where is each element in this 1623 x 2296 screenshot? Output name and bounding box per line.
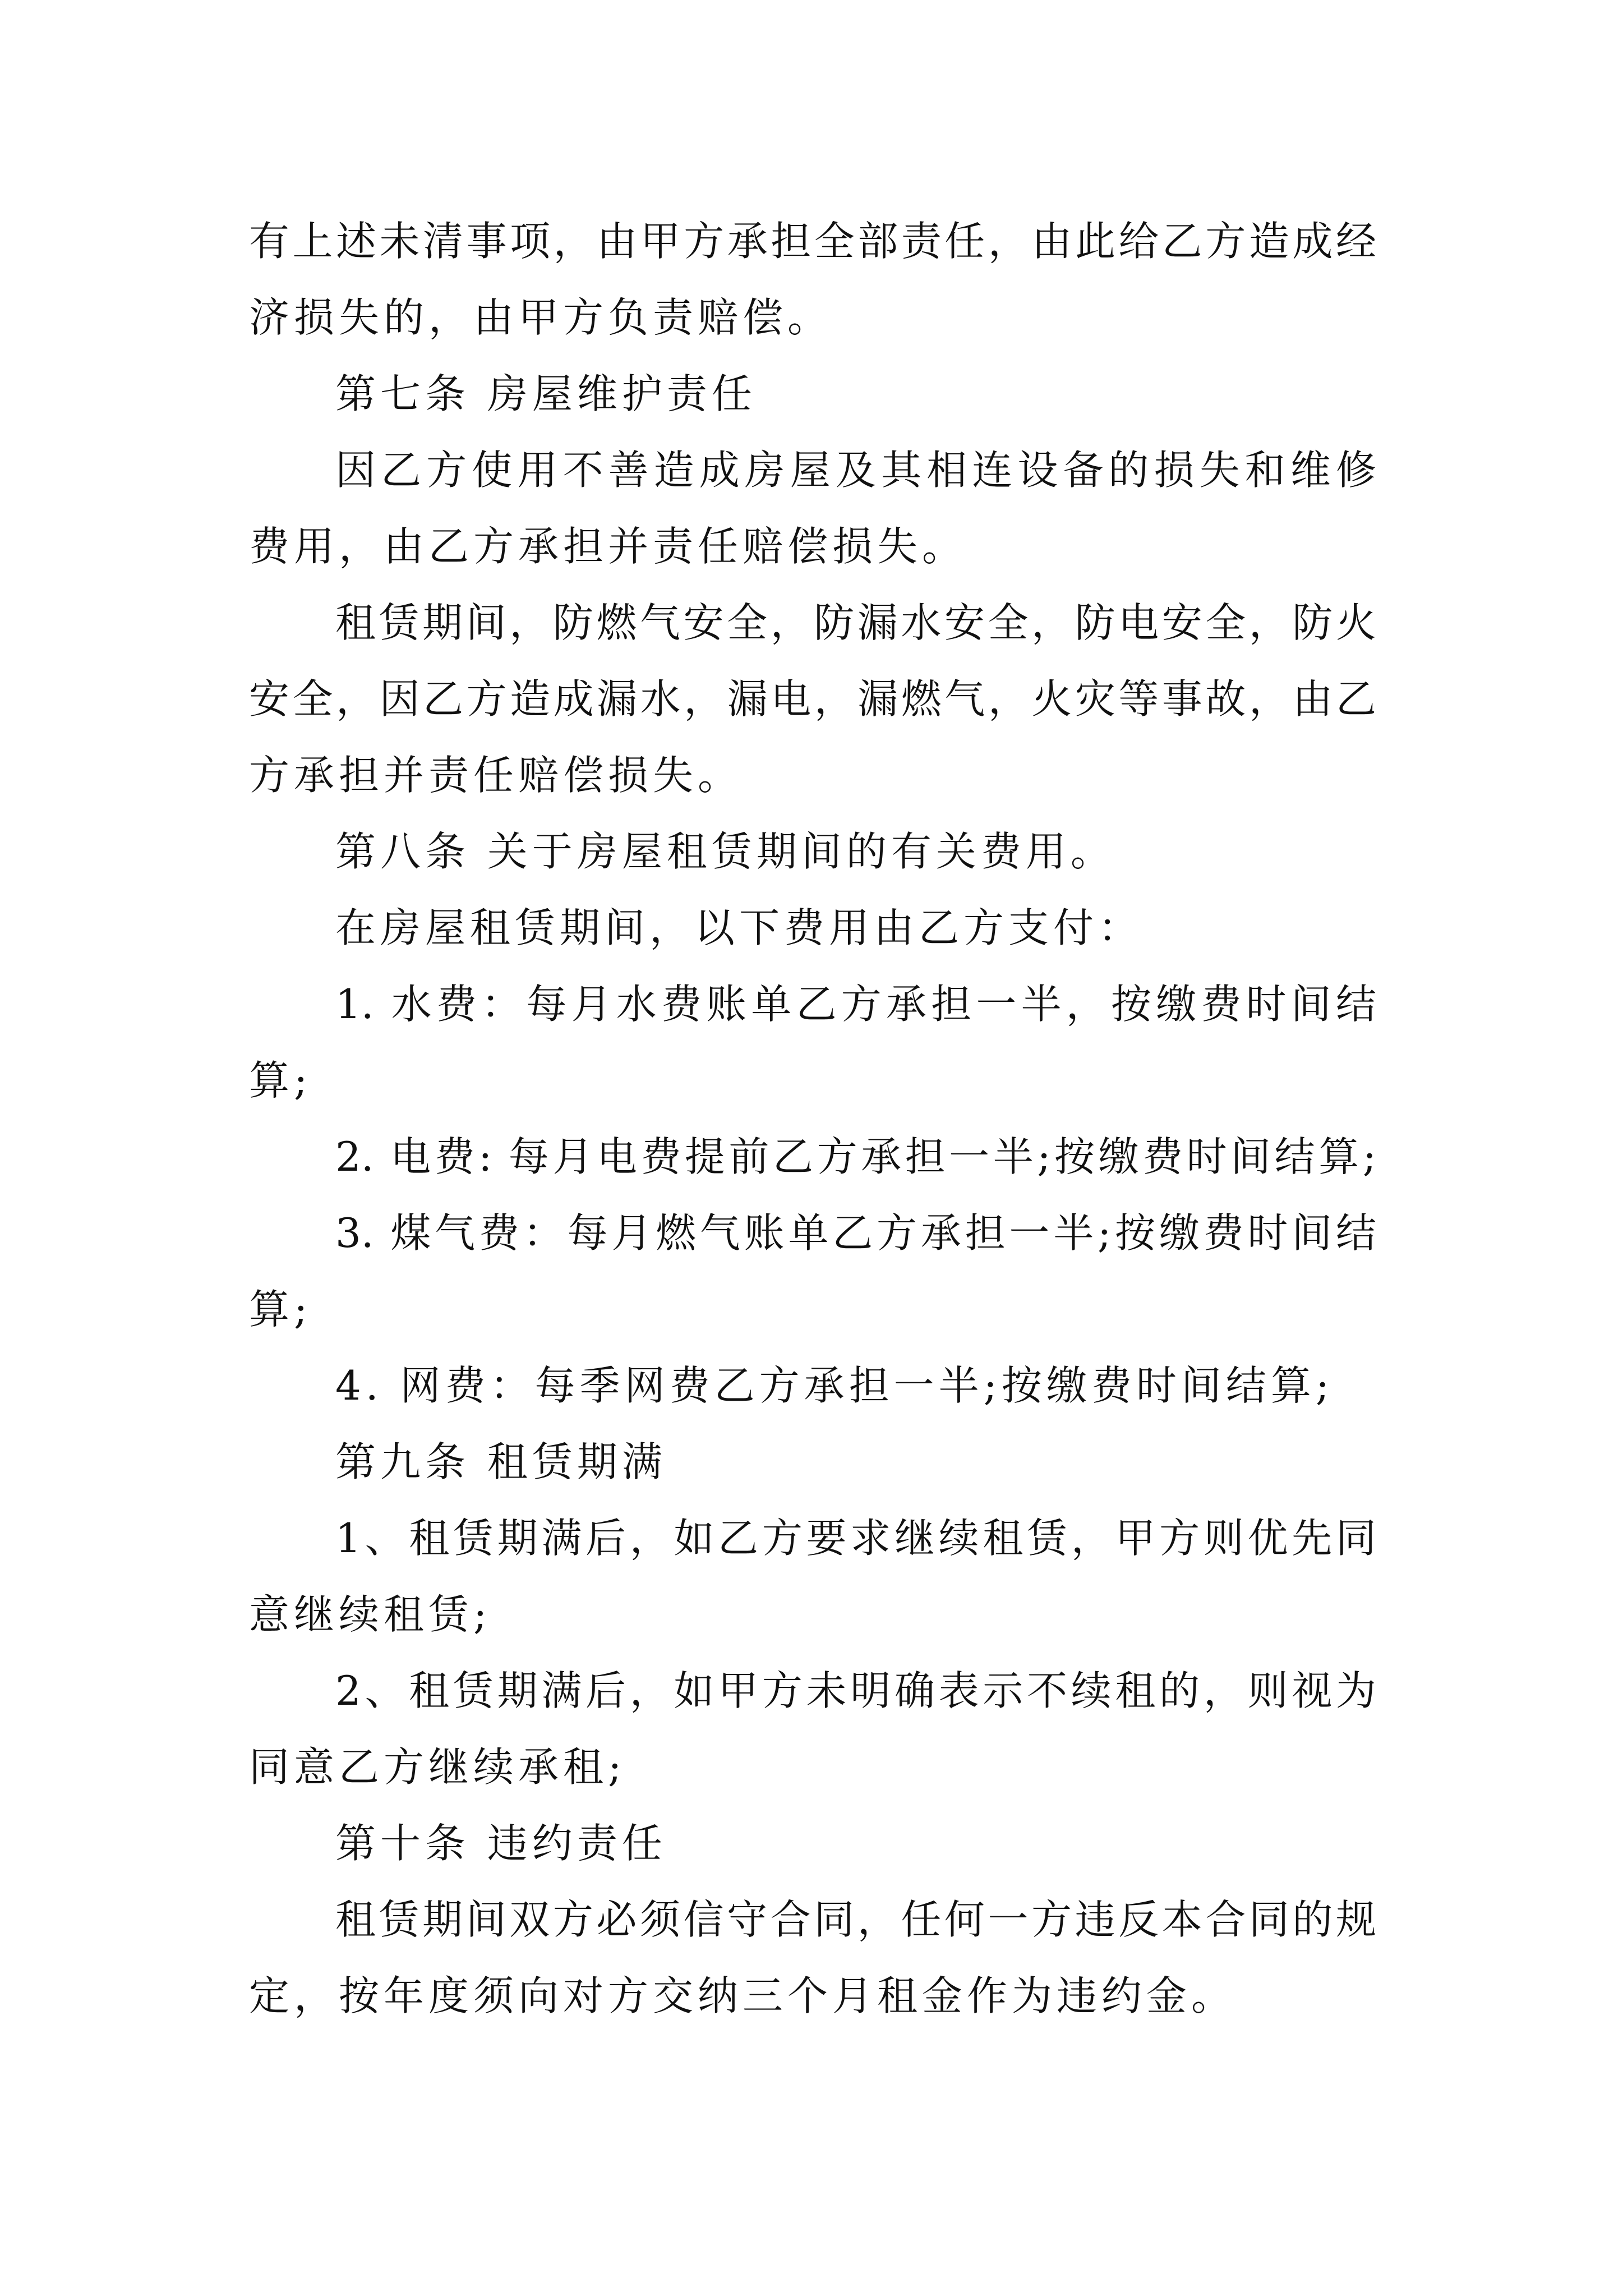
paragraph-line: 租赁期间，防燃气安全，防漏水安全，防电安全，防火: [335, 599, 1376, 646]
list-item-continuation: 算;: [249, 1286, 312, 1333]
paragraph-line: 有上述未清事项，由甲方承担全部责任，由此给乙方造成经: [249, 218, 1376, 265]
paragraph-line: 在房屋租赁期间，以下费用由乙方支付：: [335, 904, 1144, 951]
list-item: 1、租赁期满后，如乙方要求继续租赁，甲方则优先同: [335, 1515, 1376, 1562]
paragraph-line: 方承担并责任赔偿损失。: [249, 752, 743, 799]
paragraph-line: 定，按年度须向对方交纳三个月租金作为违约金。: [249, 1972, 1237, 2019]
paragraph-line: 安全，因乙方造成漏水，漏电，漏燃气，火灾等事故，由乙: [249, 675, 1376, 723]
list-item-continuation: 同意乙方继续承租;: [249, 1743, 626, 1791]
list-item: 2、租赁期满后，如甲方未明确表示不续租的，则视为: [335, 1667, 1376, 1714]
list-item-continuation: 意继续租赁;: [249, 1591, 492, 1638]
list-item-continuation: 算;: [249, 1057, 312, 1104]
list-item: 3. 煤气费：每月燃气账单乙方承担一半;按缴费时间结: [335, 1209, 1376, 1257]
article-heading: 第八条 关于房屋租赁期间的有关费用。: [335, 828, 1115, 875]
list-item: 1. 水费：每月水费账单乙方承担一半，按缴费时间结: [335, 981, 1376, 1028]
paragraph-line: 济损失的，由甲方负责赔偿。: [249, 294, 833, 341]
paragraph-line: 费用，由乙方承担并责任赔偿损失。: [249, 523, 967, 570]
list-item: 4. 网费：每季网费乙方承担一半;按缴费时间结算;: [335, 1362, 1334, 1409]
contract-body: [249, 203, 1376, 2034]
paragraph-line: 因乙方使用不善造成房屋及其相连设备的损失和维修: [335, 447, 1376, 494]
article-heading: 第十条 违约责任: [335, 1820, 667, 1867]
article-heading: 第七条 房屋维护责任: [335, 370, 757, 417]
list-item: 2. 电费: 每月电费提前乙方承担一半;按缴费时间结算;: [335, 1133, 1376, 1180]
article-heading: 第九条 租赁期满: [335, 1438, 667, 1485]
paragraph-line: 租赁期间双方必须信守合同，任何一方违反本合同的规: [335, 1896, 1376, 1943]
